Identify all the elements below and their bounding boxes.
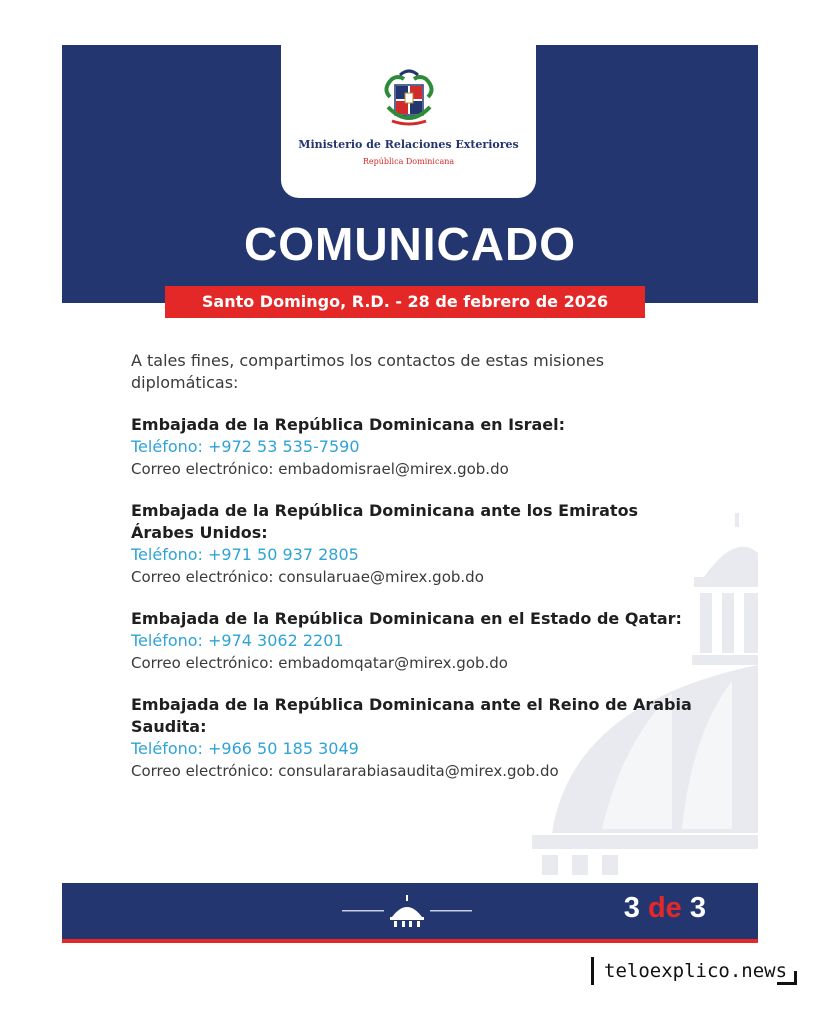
mission-name: Embajada de la República Dominicana en Israel: xyxy=(131,415,566,434)
page-of: de xyxy=(647,892,682,924)
communique-card xyxy=(62,45,758,943)
site-watermark: teloexplico.news xyxy=(591,957,797,985)
ministry-logo-box xyxy=(281,45,536,198)
coat-of-arms-icon xyxy=(378,67,440,133)
mission-email[interactable]: Correo electrónico: consularuae@mirex.gob.do xyxy=(131,568,484,586)
mission-phone[interactable]: Teléfono: +974 3062 2201 xyxy=(131,631,344,650)
footer-bar xyxy=(62,883,758,939)
mission-name: Embajada de la República Dominicana en el Estado de Qatar: xyxy=(131,609,682,628)
mission-email[interactable]: Correo electrónico: consulararabiasaudita@mirex.gob.do xyxy=(131,762,559,780)
republic-name: República Dominicana xyxy=(362,157,455,166)
mission-email[interactable]: Correo electrónico: embadomqatar@mirex.gob.do xyxy=(131,654,508,672)
mission-entry xyxy=(131,608,701,675)
mission-name: Embajada de la República Dominicana ante los Emiratos Árabes Unidos: xyxy=(131,501,639,542)
page-indicator xyxy=(624,892,706,925)
mission-entry xyxy=(131,500,701,589)
page-current: 3 xyxy=(623,892,640,924)
mission-phone[interactable]: Teléfono: +972 53 535-7590 xyxy=(131,437,360,456)
ministry-name: Ministerio de Relaciones Exteriores xyxy=(298,138,519,151)
header-banner xyxy=(62,45,758,303)
date-banner: Santo Domingo, R.D. - 28 de febrero de 2026 xyxy=(165,286,645,318)
footer-red-line xyxy=(62,939,758,943)
mission-entry xyxy=(131,414,701,481)
intro-text: A tales fines, compartimos los contactos de estas misiones diplomáticas: xyxy=(131,351,605,392)
mission-entry xyxy=(131,694,701,783)
mission-email[interactable]: Correo electrónico: embadomisrael@mirex.gob.do xyxy=(131,460,509,478)
page-title: COMUNICADO xyxy=(244,218,576,270)
mission-phone[interactable]: Teléfono: +971 50 937 2805 xyxy=(131,545,359,564)
dome-emblem-icon xyxy=(342,893,472,929)
page-total: 3 xyxy=(689,892,706,924)
content-area xyxy=(131,350,701,802)
mission-phone[interactable]: Teléfono: +966 50 185 3049 xyxy=(131,739,359,758)
mission-name: Embajada de la República Dominicana ante el Reino de Arabia Saudita: xyxy=(131,695,692,736)
